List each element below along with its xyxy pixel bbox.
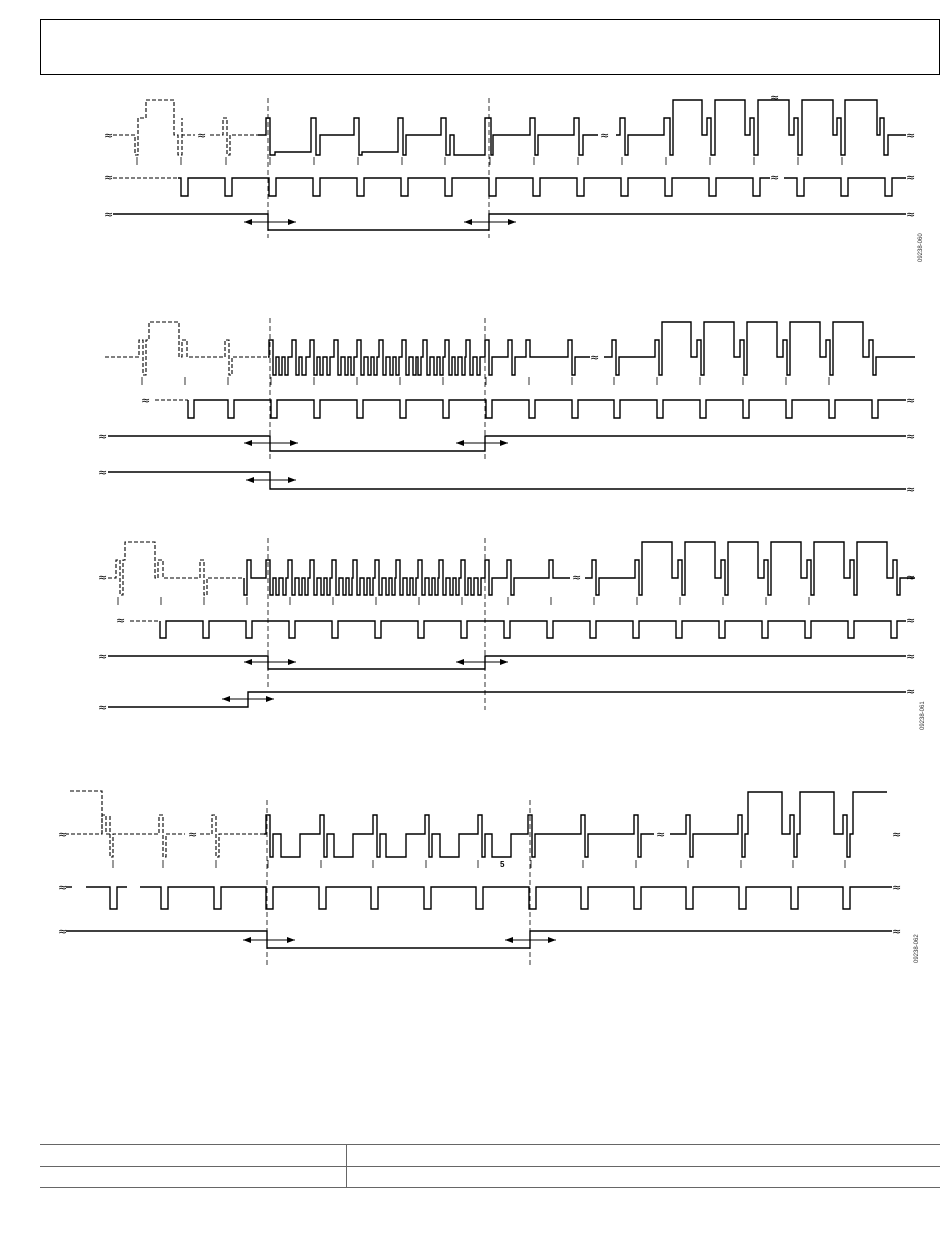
svg-text:≈: ≈: [906, 129, 916, 142]
timing-diagram-1: [0, 90, 950, 260]
footer-table: [40, 1144, 940, 1188]
figure-id: 09238-062: [914, 934, 920, 963]
svg-text:≈: ≈: [104, 171, 114, 184]
figure-id: 09238-061: [920, 701, 926, 730]
timing-diagram-4: [0, 785, 950, 965]
svg-text:≈: ≈: [906, 208, 916, 221]
table-row-divider: [40, 1166, 940, 1167]
timing-diagram-1-svg: [0, 90, 950, 260]
svg-text:≈: ≈: [906, 650, 916, 663]
svg-text:≈: ≈: [104, 208, 114, 221]
svg-text:≈: ≈: [188, 828, 198, 841]
svg-text:≈: ≈: [770, 171, 780, 184]
svg-text:≈: ≈: [906, 394, 916, 407]
pulse-count-label: 5: [500, 860, 505, 869]
timing-diagram-4-svg: [0, 785, 950, 965]
timing-diagram-3-svg: [0, 535, 950, 720]
svg-text:≈: ≈: [770, 91, 780, 104]
svg-text:≈: ≈: [892, 881, 902, 894]
figure-id: 09238-060: [918, 233, 924, 262]
svg-text:≈: ≈: [656, 828, 666, 841]
svg-text:≈: ≈: [98, 571, 108, 584]
timing-diagram-3: [0, 535, 950, 720]
svg-text:≈: ≈: [906, 571, 916, 584]
svg-text:≈: ≈: [58, 881, 68, 894]
svg-text:≈: ≈: [906, 171, 916, 184]
table-column-divider: [346, 1145, 347, 1187]
svg-text:≈: ≈: [98, 701, 108, 714]
svg-text:≈: ≈: [104, 129, 114, 142]
svg-text:≈: ≈: [572, 571, 582, 584]
svg-text:≈: ≈: [906, 614, 916, 627]
svg-text:≈: ≈: [590, 351, 600, 364]
timing-diagram-2-svg: [0, 315, 950, 500]
svg-text:≈: ≈: [116, 614, 126, 627]
page-header-box: [40, 19, 940, 75]
svg-text:≈: ≈: [98, 430, 108, 443]
svg-text:≈: ≈: [906, 430, 916, 443]
svg-text:≈: ≈: [197, 129, 207, 142]
svg-text:≈: ≈: [906, 685, 916, 698]
svg-text:≈: ≈: [906, 483, 916, 496]
svg-text:≈: ≈: [600, 129, 610, 142]
svg-text:≈: ≈: [892, 925, 902, 938]
svg-text:≈: ≈: [892, 828, 902, 841]
svg-text:≈: ≈: [58, 828, 68, 841]
svg-text:≈: ≈: [58, 925, 68, 938]
svg-text:≈: ≈: [141, 394, 151, 407]
timing-diagram-2: [0, 315, 950, 500]
svg-text:≈: ≈: [98, 466, 108, 479]
svg-text:≈: ≈: [98, 650, 108, 663]
